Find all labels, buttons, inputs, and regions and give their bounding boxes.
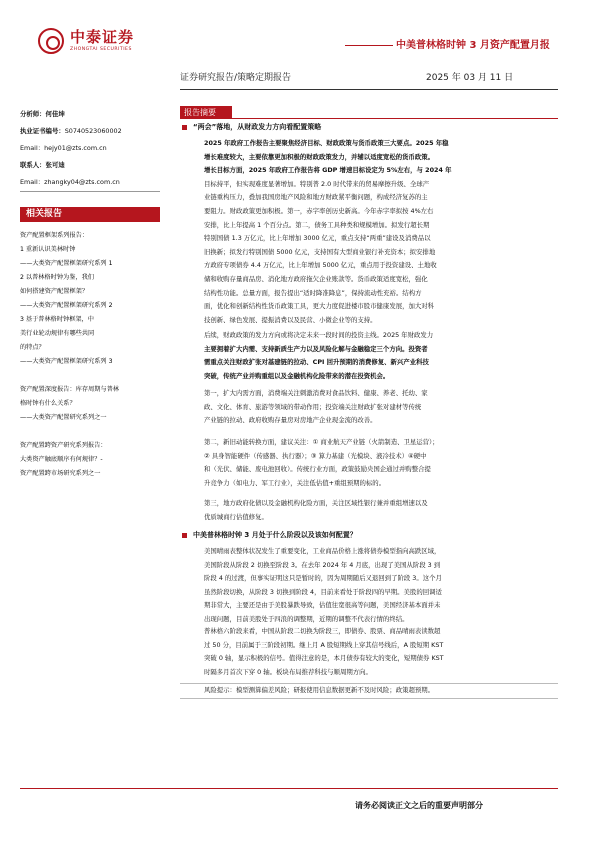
text-line: 升竞争力（如电力、军工行业），关注低估值+重组预期的标的。 [204,478,386,487]
related-report-line[interactable]: 美行业轮动规律有哪些共同 [20,330,95,337]
related-report-line[interactable]: 格时钟有什么关系？ [20,400,76,407]
related-report-line[interactable]: 资产配置跨市场研究系列之一 [20,470,101,477]
report-date: 2025 年 03 月 11 日 [426,73,514,83]
text-line: 旧换新；拟发行特别国债 5000 亿元，支持国有大型商业银行补充资本；拟安排地 [204,247,436,256]
logo-name-en: ZHONGTAI SECURITIES [70,46,132,52]
text-line: 时隔多月首次下穿 0 轴。板块布局推荐科技与顺周期方向。 [204,667,372,676]
footer-disclaimer: 请务必阅读正文之后的重要声明部分 [355,801,483,810]
text-line: 技创新、绿色发展、提振消费以及民营、小微企业等的支持。 [204,315,377,324]
related-report-line[interactable]: ——大类资产配置研究系列之一 [20,414,107,421]
related-report-line[interactable]: ——大类资产配置框架研究系列 1 [20,260,113,267]
text-line: 特别国债 1.3 万亿元，比上年增加 3000 亿元，重点支持“两重”建设及消费品以 [204,234,431,243]
text-line: 政、文化、体育、旅游等领域的带动作用；投资端关注财政扩张对建材等传统 [204,402,422,411]
text-line: 2025 年政府工作报告主要聚焦经济目标、财政政策与货币政策三大要点。2025 年稳 [204,139,449,147]
section-heading-2: 中美普林格时钟 3 月处于什么阶段以及该如何配置？ [182,531,357,541]
bullet-icon [182,125,187,130]
text-line: 主要拥着扩大内需、支持新质生产力以及风险化解与金融稳定三个方向。投资者 [204,344,428,353]
header-rule [180,89,558,90]
text-line: 增长难度较大，主要依靠更加积极的财政政策发力，并辅以适度宽松的货币政策。 [204,152,435,161]
text-line: 第二，新旧动能转换方面，建议关注：① 商业航天产业链（火箭制造、卫星运营）； [204,438,439,446]
related-report-line[interactable]: 如何搭建资产配置框架？ [20,288,89,295]
text-line: 美国晴雨表整体状况发生了重要变化，工业商品价格上涨将债券模型指向高跌区域， [204,547,441,555]
abstract-paragraph-7 [204,625,560,679]
text-line: 后续，财政政策的发力方向或将决定未来一段时间的投资主线。2025 年财政发力 [204,331,434,339]
related-report-line[interactable]: 大类资产触底顺序有何规律？- [20,456,103,463]
cert-row [20,127,122,136]
bullet-icon [182,533,187,538]
abstract-paragraph-6 [204,545,560,627]
related-reports-title: 相关报告 [26,209,63,219]
text-line: 需重点关注财政扩张对基建链的拉动、CPI 回升预期的消费修复、新兴产业科技 [204,358,429,367]
abstract-paragraph-1 [204,137,560,327]
contact-name: 联系人：张可迪 [20,161,65,169]
section-heading-1: “两会”落地，从财政发力方向看配置策略 [182,123,321,133]
text-line: ② 具身智能硬件（传感器、执行器）；③ 算力基建（光模块、液冷技术）④硬中 [204,451,427,460]
text-line: 第三，地方政府化债以及金融机构化险方面，关注区域性银行兼并重组增速以及 [204,499,428,507]
cert-label: 执业证书编号： [20,127,65,135]
left-divider [20,191,160,192]
text-line: 增长目标方面，2025 年政府工作报告将 GDP 增速目标设定为 5%左右，与 2024 年 [204,166,452,175]
text-line: 面，优化和创新结构性货币政策工具，更大力度促进楼市股市健康发展，加大对科 [204,302,435,311]
text-line: 突破，传统产业并购重组以及金融机构化险带来的潜在投资机会。 [204,371,390,380]
related-report-line[interactable]: ——大类资产配置框架研究系列 2 [20,302,113,309]
text-line: 目标持平，但实现难度显著增加。特别普 2.0 时代带来的贸易摩擦升级、全球产 [204,179,430,188]
text-line: 期非常大，主要还是由于美股暴跌导致，估值往宽很高等问题，美国经济基本面并未 [204,601,441,610]
abstract-paragraph-3 [204,387,560,428]
text-line: 储和收购存量商品房、消化地方政府拖欠企业账款等。货币政策适度宽松，强化 [204,274,428,283]
text-line: 产业链的拉动、政府收购存量房对房地产企业现金流的改善。 [204,416,377,425]
text-line: 虽然阶段切换，从阶段 3 切换到阶段 4，目前来看处于阶段四的早期。美股的回调适 [204,587,442,596]
abstract-tab: 报告摘要 [180,106,232,119]
risk-warning: 风险提示：模型测算偏差风险；研报使用信息数据更新不及时风险；政策超预期。 [204,686,435,694]
related-reports-list [20,229,165,481]
text-line: 美国阶段从阶段 2 切换至阶段 3。在去年 2024 年 4 月底，出现了美国从阶段 3 到 [204,560,441,569]
footer-rule [20,788,558,789]
text-line: 第一，扩大内需方面，消费端关注刺激消费对食品饮料、健康、养老、托幼、家 [204,389,428,397]
related-report-line[interactable]: ——大类资产配置框架研究系列 3 [20,358,113,365]
related-report-line[interactable]: 资产配置框架系列报告： [20,232,89,239]
text-line: 和（光伏、储能、废电池回收）。传统行业方面，政策鼓励央国企通过并购整合提 [204,465,431,474]
analyst-name: 分析师：何佳坤 [20,110,65,118]
text-line: 阶段 4 的过渡，但事实证明这只是暂时的，因为周期随后又退回到了阶段 3。这个月 [204,574,442,583]
text-line: 要阻力。财政政策更加积极。第一，赤字率创历史新高。今年赤字率拟按 4%左右 [204,206,434,215]
text-line: 结构性功能。总量方面，报告提出“适时降准降息”，保持流动性充裕。结构方 [204,288,422,297]
text-line: 突破 0 轴，显示积极的信号。值得注意的是，本月债券有较大的变化，短期债券 KST [204,654,444,663]
abstract-paragraph-4 [204,436,560,490]
logo-name-cn: 中泰证券 [70,27,135,46]
related-report-line[interactable]: 资产配置深度报告：库存周期与普林 [20,386,119,393]
text-line: 过 50 分，目前属于三阶段初期。继上月 A 股短期线上穿其信号线后，A 股短期 KST [204,640,444,649]
contact-email[interactable]: Email：zhangky04@zts.com.cn [20,178,120,186]
logo-icon [38,28,64,54]
abstract-paragraph-2 [204,329,560,383]
text-line: 普林格六阶段来看，中国从阶段二切换为阶段三，即债券、股票、商品晴雨表读数超 [204,627,441,635]
cert-number: S0740523060002 [64,127,122,135]
abstract-rule [180,118,558,119]
spacer [20,369,165,383]
text-line: 业链重构压力，叠加我国房地产风险和地方财政紧平衡问题，构成经济复苏的主 [204,193,428,202]
spacer [20,425,165,439]
related-report-line[interactable]: 3 基于普林格时钟框架，中 [20,316,94,323]
related-report-line[interactable]: 2 以普林格时钟为鉴，我们 [20,274,94,281]
report-series-title: 中美普林格时钟 3 月资产配置月报 [396,40,550,51]
text-line: 优质城商行估值修复。 [204,512,268,521]
abstract-paragraph-5 [204,497,560,524]
header-divider [345,45,393,46]
related-report-line[interactable]: 1 重新认识美林时钟 [20,246,76,253]
text-line: 出现问题，目前美股处于四浪的调整期，近期的调整不代表行情的终结。 [204,614,409,623]
text-line: 安排，比上年提高 1 个百分点。第二，债务工具种类和规模增加。拟发行超长期 [204,220,430,229]
related-report-line[interactable]: 资产配置跨资产研究系列报告： [20,442,107,449]
report-type: 证券研究报告/策略定期报告 [180,73,292,83]
company-logo [38,24,158,58]
related-report-line[interactable]: 的特点？ [20,344,45,351]
text-line: 方政府专项债券 4.4 万亿元，比上年增加 5000 亿元，重点用于投资建设、土地收 [204,261,437,270]
analyst-email[interactable]: Email：hejy01@zts.com.cn [20,144,107,152]
